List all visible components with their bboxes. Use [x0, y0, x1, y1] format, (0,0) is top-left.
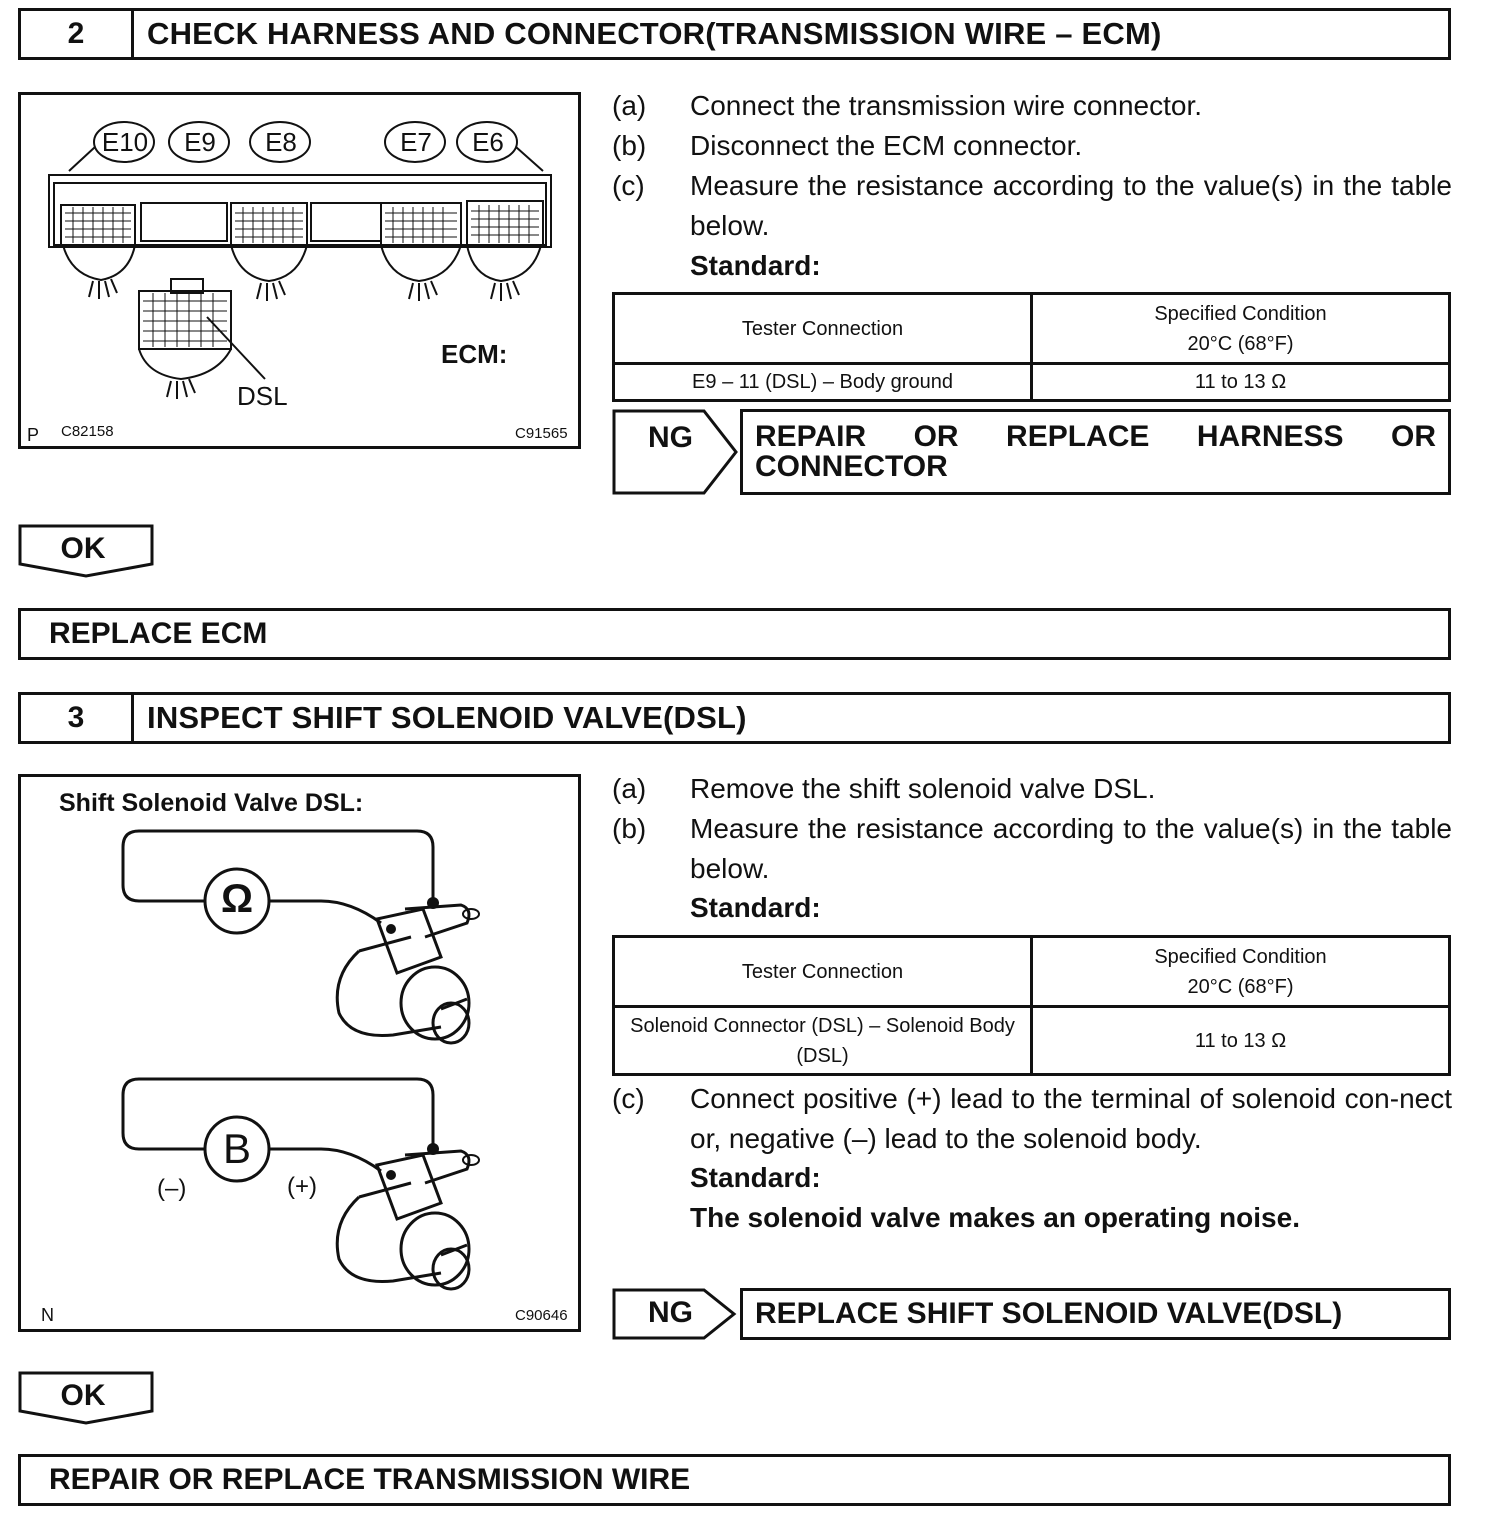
- table-cell-condition: 11 to 13 Ω: [1032, 1007, 1450, 1075]
- step3-standard-label: Standard:: [690, 892, 821, 923]
- step3-ok-action: REPAIR OR REPLACE TRANSMISSION WIRE: [18, 1454, 1451, 1506]
- instruction-label: (c): [612, 1083, 645, 1114]
- ecm-label: ECM:: [441, 339, 508, 369]
- instruction-text: Connect the transmission wire connector.: [690, 90, 1203, 121]
- step3-standard2-text: The solenoid valve makes an operating noise.: [690, 1202, 1300, 1233]
- connector-e7-label: E7: [400, 127, 432, 157]
- ng-label: NG: [648, 421, 693, 454]
- table-header-tester: Tester Connection: [614, 294, 1032, 364]
- step2-ok-arrow: [18, 524, 155, 580]
- step2-ok-action: REPLACE ECM: [18, 608, 1451, 660]
- step2-instruction-c: [612, 166, 1452, 246]
- table-header-condition-line2: 20°C (68°F): [1187, 975, 1294, 998]
- positive-lead-label: (+): [287, 1173, 317, 1200]
- figure-code-left: C82158: [61, 423, 114, 440]
- solenoid-figure-title: Shift Solenoid Valve DSL:: [59, 789, 364, 817]
- connector-e6-label: E6: [472, 127, 504, 157]
- instruction-label: (c): [612, 170, 645, 201]
- step3-header: [18, 692, 1451, 744]
- battery-symbol: B: [222, 1125, 251, 1172]
- ohmmeter-symbol: Ω: [220, 877, 254, 921]
- step2-header: [18, 8, 1451, 60]
- step2-standard-label: Standard:: [690, 250, 821, 281]
- ok-label: OK: [60, 1379, 106, 1412]
- instruction-text: Connect positive (+) lead to the terminal of solenoid con-nector, negative (–) lead to the solenoid body.: [690, 1083, 1452, 1154]
- instruction-label: (a): [612, 90, 647, 121]
- ng-label: NG: [648, 1296, 693, 1329]
- solenoid-figure: [18, 774, 581, 1332]
- table-header-condition: [1032, 937, 1450, 1007]
- step2-instruction-a: [612, 86, 1452, 126]
- step2-ng-action: REPAIR OR REPLACE HARNESS OR CONNECTOR: [740, 409, 1451, 495]
- figure-corner-letter: P: [27, 425, 40, 445]
- step3-instruction-c: [612, 1079, 1452, 1159]
- figure-corner-letter: N: [41, 1305, 54, 1325]
- step3-ng-action: REPLACE SHIFT SOLENOID VALVE(DSL): [740, 1288, 1451, 1340]
- step3-ok-arrow: [18, 1371, 155, 1427]
- step2-title: CHECK HARNESS AND CONNECTOR(TRANSMISSION WIRE – ECM): [147, 16, 1162, 51]
- step2-spec-table: [612, 292, 1451, 402]
- table-cell-connection: Solenoid Connector (DSL) – Solenoid Body (DSL): [614, 1007, 1032, 1075]
- step2-number: 2: [21, 11, 134, 57]
- step2-instruction-b: [612, 126, 1452, 166]
- table-cell-condition: 11 to 13 Ω: [1032, 364, 1450, 401]
- figure-code-right: C91565: [515, 425, 568, 442]
- table-header-condition-line2: 20°C (68°F): [1187, 332, 1294, 355]
- step2-ng-arrow: [612, 409, 742, 495]
- instruction-label: (b): [612, 130, 647, 161]
- instruction-label: (a): [612, 773, 647, 804]
- figure-code-right: C90646: [515, 1307, 568, 1324]
- connector-e9-label: E9: [184, 127, 216, 157]
- step3-title: INSPECT SHIFT SOLENOID VALVE(DSL): [147, 700, 747, 735]
- solenoid-illustration: [21, 777, 578, 1329]
- ecm-connector-figure: [18, 92, 581, 449]
- instruction-text: Disconnect the ECM connector.: [690, 130, 1083, 161]
- step3-ng-arrow: [612, 1288, 742, 1340]
- table-header-condition-line1: Specified Condition: [1154, 945, 1327, 968]
- table-header-condition-line1: Specified Condition: [1154, 302, 1327, 325]
- dsl-pin-label: DSL: [237, 381, 288, 411]
- connector-e8-label: E8: [265, 127, 297, 157]
- instruction-label: (b): [612, 813, 647, 844]
- connector-e10-label: E10: [101, 127, 149, 157]
- table-cell-connection: E9 – 11 (DSL) – Body ground: [614, 364, 1032, 401]
- table-header-condition: [1032, 294, 1450, 364]
- step3-spec-table: [612, 935, 1451, 1076]
- step3-instruction-b: [612, 809, 1452, 889]
- ok-label: OK: [60, 532, 106, 565]
- step3-number: 3: [21, 695, 134, 741]
- instruction-text: Measure the resistance according to the value(s) in the table below.: [690, 813, 1452, 884]
- table-header-tester: Tester Connection: [614, 937, 1032, 1007]
- step3-instruction-a: [612, 769, 1452, 809]
- negative-lead-label: (–): [157, 1175, 187, 1202]
- step3-standard2-label: Standard:: [690, 1162, 821, 1193]
- instruction-text: Remove the shift solenoid valve DSL.: [690, 773, 1156, 804]
- instruction-text: Measure the resistance according to the value(s) in the table below.: [690, 170, 1452, 241]
